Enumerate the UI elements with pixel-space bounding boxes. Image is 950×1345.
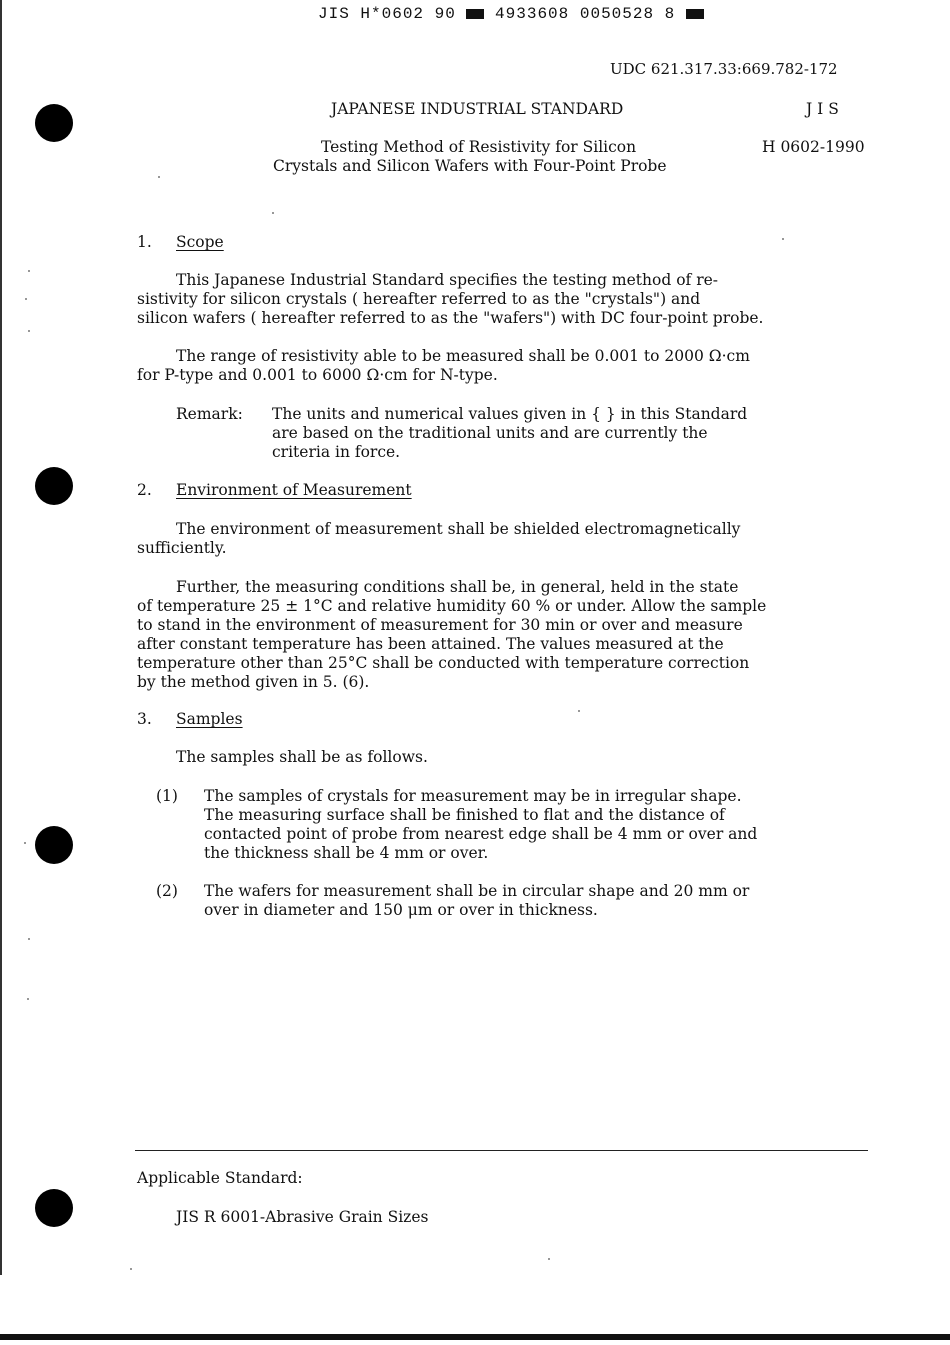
scan-speck (158, 176, 160, 178)
section-2-number: 2. (137, 481, 152, 499)
environment-para2-line: temperature other than 25°C shall be conducted with temperature correction (137, 654, 750, 672)
scan-speck (130, 1268, 132, 1270)
item-2-line: over in diameter and 150 μm or over in thickness. (204, 901, 598, 919)
item-1-line: The samples of crystals for measurement may be in irregular shape. (204, 787, 742, 805)
redaction-block (686, 9, 704, 19)
environment-para1-line: The environment of measurement shall be shielded electromagnetically (176, 520, 741, 538)
scope-para1-line: silicon wafers ( hereafter referred to as the "wafers") with DC four-point probe. (137, 309, 764, 327)
remark-line: The units and numerical values given in { } in this Standard (272, 405, 748, 423)
scan-speck (28, 330, 30, 332)
item-1-line: contacted point of probe from nearest edge shall be 4 mm or over and (204, 825, 758, 843)
scan-speck (28, 270, 30, 272)
scan-speck (24, 842, 26, 844)
environment-para2-line: Further, the measuring conditions shall be, in general, held in the state (176, 578, 739, 596)
section-3-number: 3. (137, 710, 152, 728)
remark-line: are based on the traditional units and are currently the (272, 424, 708, 442)
udc-number: UDC 621.317.33:669.782-172 (610, 60, 838, 78)
footer-rule (135, 1150, 868, 1151)
item-2-line: The wafers for measurement shall be in circular shape and 20 mm or (204, 882, 750, 900)
redaction-block (466, 9, 484, 19)
standard-name: JAPANESE INDUSTRIAL STANDARD (331, 100, 624, 118)
applicable-standard-label: Applicable Standard: (137, 1169, 303, 1187)
header-code (318, 5, 704, 23)
scope-para2-line: for P-type and 0.001 to 6000 Ω·cm for N-type. (137, 366, 498, 384)
item-1-line: the thickness shall be 4 mm or over. (204, 844, 489, 862)
scan-speck (272, 212, 274, 214)
binder-hole (35, 826, 73, 864)
standard-number: H 0602-1990 (762, 138, 865, 156)
scan-speck (578, 710, 580, 712)
environment-para2-line: after constant temperature has been attained. The values measured at the (137, 635, 724, 653)
scan-bottom-edge (0, 1334, 950, 1340)
remark-label: Remark: (176, 405, 243, 423)
page-left-edge (0, 0, 2, 1275)
applicable-standard-item: JIS R 6001-Abrasive Grain Sizes (176, 1208, 429, 1226)
environment-para2-line: to stand in the environment of measurement for 30 min or over and measure (137, 616, 743, 634)
scope-para2-line: The range of resistivity able to be measured shall be 0.001 to 2000 Ω·cm (176, 347, 750, 365)
header-code-part1: JIS H*0602 90 (318, 5, 456, 23)
scope-para1-line: This Japanese Industrial Standard specifies the testing method of re- (176, 271, 719, 289)
scan-speck (782, 238, 784, 240)
environment-para1-line: sufficiently. (137, 539, 227, 557)
scan-speck (28, 938, 30, 940)
item-2-label: (2) (156, 882, 178, 900)
section-2-heading: Environment of Measurement (176, 481, 412, 499)
item-1-label: (1) (156, 787, 178, 805)
jis-label: J I S (806, 100, 839, 118)
section-1-number: 1. (137, 233, 152, 251)
environment-para2-line: of temperature 25 ± 1°C and relative humidity 60 % or under. Allow the sample (137, 597, 767, 615)
binder-hole (35, 1189, 73, 1227)
title-line-1: Testing Method of Resistivity for Silicon (321, 138, 637, 156)
binder-hole (35, 104, 73, 142)
scan-speck (548, 1258, 550, 1260)
scan-speck (25, 298, 27, 300)
binder-hole (35, 467, 73, 505)
environment-para2-line: by the method given in 5. (6). (137, 673, 370, 691)
scan-speck (27, 998, 29, 1000)
samples-intro: The samples shall be as follows. (176, 748, 428, 766)
section-1-heading: Scope (176, 233, 224, 251)
remark-line: criteria in force. (272, 443, 401, 461)
header-code-part2: 4933608 0050528 8 (495, 5, 676, 23)
title-line-2: Crystals and Silicon Wafers with Four-Point Probe (273, 157, 667, 175)
item-1-line: The measuring surface shall be finished to flat and the distance of (204, 806, 725, 824)
scope-para1-line: sistivity for silicon crystals ( hereafter referred to as the "crystals") and (137, 290, 701, 308)
section-3-heading: Samples (176, 710, 243, 728)
